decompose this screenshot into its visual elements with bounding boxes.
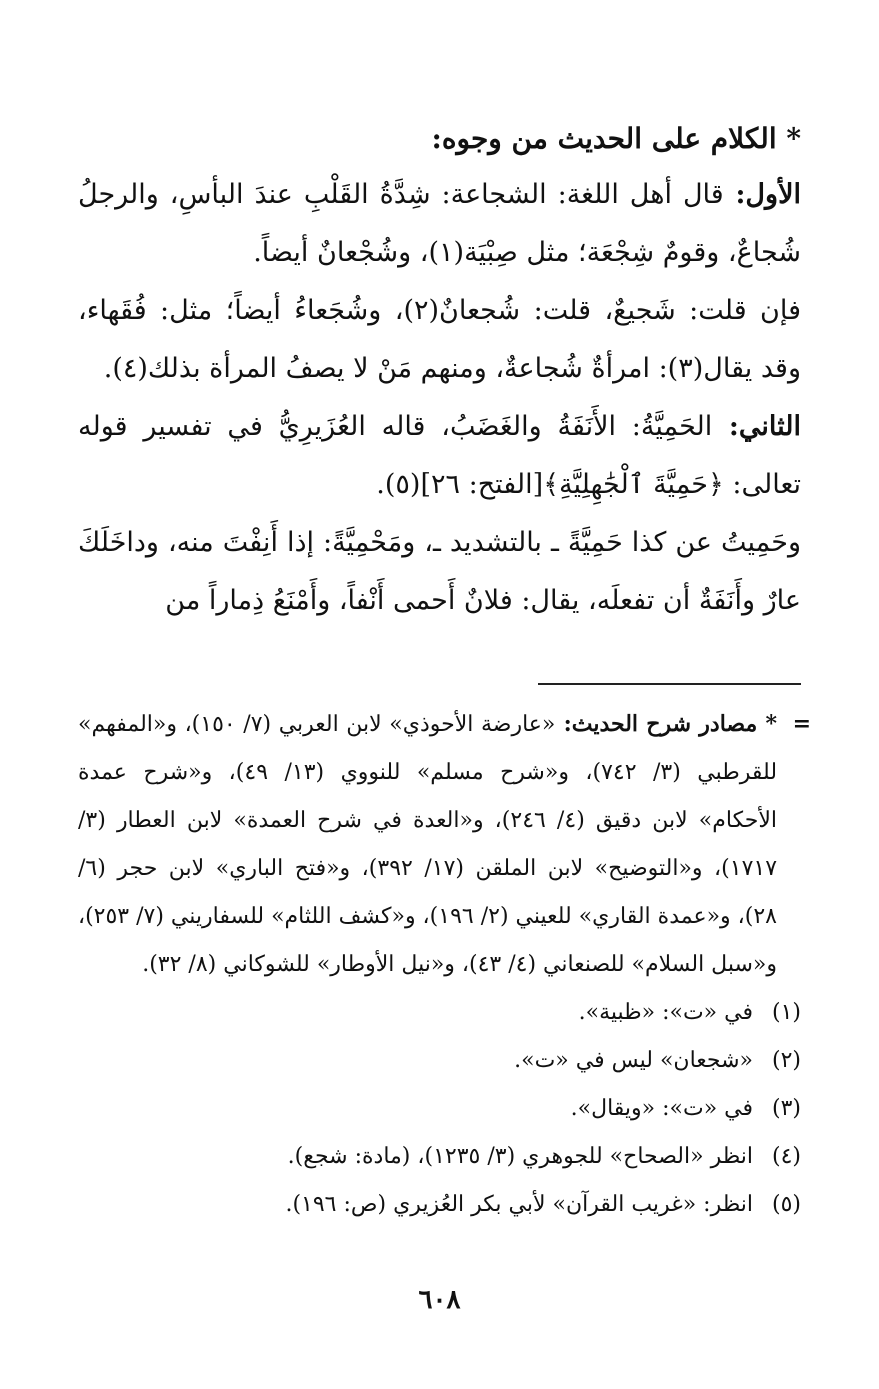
main-text	[78, 118, 801, 630]
footnote-number: (٣)	[771, 1096, 801, 1121]
footnote-divider	[538, 683, 801, 685]
footnote-number: (٥)	[771, 1192, 801, 1217]
footnote-item	[78, 1085, 801, 1133]
paragraph-second	[78, 282, 801, 398]
sources-note-text: «عارضة الأحوذي» لابن العربي (٧/ ١٥٠)، و«المفهم» للقرطبي (٣/ ٧٤٢)، و«شرح مسلم» للنووي (١٣/ ٤٩)، و«شرح عمدة الأحكام» لابن دقيق (٤/ ٢٤٦)، و«العدة في شرح العمدة» لابن العطار (٣/ ١٧١٧)، و«التوضيح» لابن الملقن (١٧/ ٣٩٢)، و«فتح الباري» لابن حجر (٦/ ٢٨)، و«عمدة القاري» للعيني (٢/ ١٩٦)، و«كشف اللثام» للسفاريني (٧/ ٢٥٣)، و«سبل السلام» للصنعاني (٤/ ٤٣)، و«نيل الأوطار» للشوكاني (٨/ ٣٢).	[77, 712, 778, 977]
section-heading: * الكلام على الحديث من وجوه:	[431, 122, 801, 155]
footnote-item	[78, 1037, 801, 1085]
paragraph-text: الحَمِيَّةُ: الأَنَفَةُ والغَضَبُ، قاله العُزَيرِيُّ في تفسير قوله تعالى: ﴿حَمِيَّةَ ٱلْجَٰهِلِيَّةِ﴾[الفتح: ٢٦](٥).	[78, 411, 801, 500]
footnote-item	[78, 989, 801, 1037]
paragraph-text: قال أهل اللغة: الشجاعة: شِدَّةُ القَلْبِ عندَ البأسِ، والرجلُ شُجاعٌ، وقومٌ شِجْعَة؛ مثل صِبْيَة(١)، وشُجْعانٌ أيضاً.	[78, 179, 801, 268]
footnotes-section	[77, 700, 811, 1229]
paragraph-text: فإن قلت: شَجيعٌ، قلت: شُجعانٌ(٢)، وشُجَعاءُ أيضاً؛ مثل: فُقَهاء، وقد يقال(٣): امرأةٌ شُجاعةٌ، ومنهم مَنْ لا يصفُ المرأة بذلك(٤).	[78, 295, 801, 384]
footnote-item	[78, 1181, 801, 1229]
footnote-text: انظر: «غريب القرآن» لأبي بكر العُزيري (ص: ١٩٦).	[285, 1192, 753, 1217]
footnote-number: (١)	[771, 1000, 801, 1025]
paragraph-first	[78, 166, 801, 282]
footnote-text: انظر «الصحاح» للجوهري (٣/ ١٢٣٥)، (مادة: شجع).	[287, 1144, 753, 1169]
sources-note	[77, 700, 811, 989]
paragraph-lead: الثاني:	[712, 411, 801, 442]
continuation-mark: =	[792, 711, 811, 737]
footnote-text: «شجعان» ليس في «ت».	[514, 1048, 753, 1073]
footnote-number: (٤)	[771, 1144, 801, 1169]
footnote-item	[78, 1133, 801, 1181]
paragraph-third	[78, 398, 801, 514]
page-number: ٦٠٨	[418, 1285, 461, 1315]
footnote-text: في «ت»: «ظبية».	[578, 1000, 753, 1025]
paragraph-fourth	[78, 514, 801, 630]
sources-note-lead: * مصادر شرح الحديث:	[555, 711, 778, 737]
footnote-text: في «ت»: «ويقال».	[570, 1096, 753, 1121]
paragraph-text: وحَمِيتُ عن كذا حَمِيَّةً ـ بالتشديد ـ، ومَحْمِيَّةً: إذا أَنِفْتَ منه، وداخَلَكَ عارٌ وأَنَفَةٌ أن تفعلَه، يقال: فلانٌ أَحمى أَنْفاً، وأَمْنَعُ ذِماراً من	[78, 527, 801, 616]
paragraph-lead: الأول:	[723, 179, 801, 210]
footnote-number: (٢)	[771, 1048, 801, 1073]
